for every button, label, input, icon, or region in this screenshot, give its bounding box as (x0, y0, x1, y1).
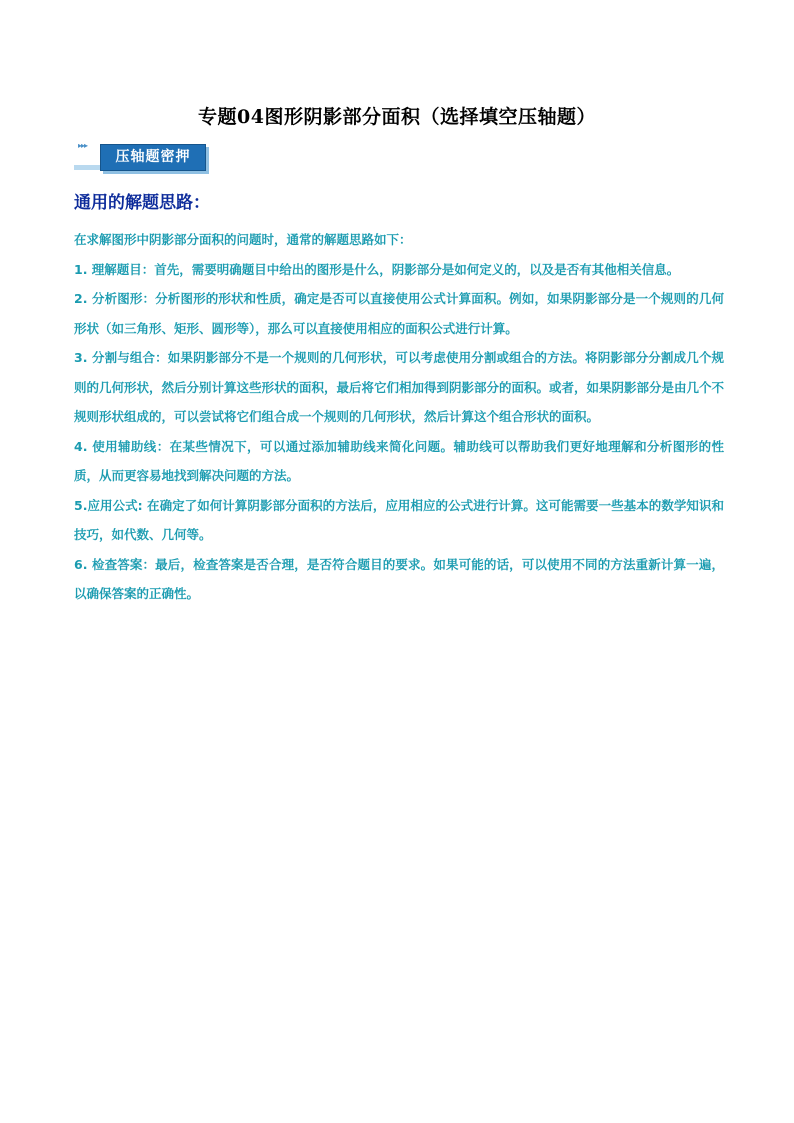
section-banner (74, 139, 214, 177)
body-text (74, 225, 724, 609)
intro-paragraph: 在求解图形中阴影部分面积的问题时，通常的解题思路如下： (74, 232, 412, 247)
step-2-paragraph: 2. 分析图形：分析图形的形状和性质，确定是否可以直接使用公式计算面积。例如，如果阴影部分是一个规则的几何形状（如三角形、矩形、圆形等），那么可以直接使用相应的面积公式进行计算。 (74, 291, 724, 336)
section-heading: 通用的解题思路： (74, 193, 210, 213)
step-4-paragraph: 4. 使用辅助线：在某些情况下，可以通过添加辅助线来简化问题。辅助线可以帮助我们更好地理解和分析图形的性质，从而更容易地找到解决问题的方法。 (74, 438, 724, 483)
step-6-paragraph: 6. 检查答案：最后，检查答案是否合理，是否符合题目的要求。如果可能的话，可以使用不同的方法重新计算一遍，以确保答案的正确性。 (74, 556, 724, 601)
banner-arrows-icon: ▸▸▸ (78, 141, 88, 150)
banner-box (100, 144, 206, 171)
step-3-paragraph: 3. 分割与组合：如果阴影部分不是一个规则的几何形状，可以考虑使用分割或组合的方法。将阴影部分分割成几个规则的几何形状，然后分别计算这些形状的面积，最后将它们相加得到阴影部分的面积。或者，如果阴影部分是由几个不规则形状组成的，可以尝试将它们组合成一个规则的几何形状，然后计算这个组合形状的面积。 (74, 350, 725, 424)
page-title: 专题04图形阴影部分面积（选择填空压轴题） (198, 106, 596, 128)
step-5-paragraph: 5.应用公式: 在确定了如何计算阴影部分面积的方法后，应用相应的公式进行计算。这可能需要一些基本的数学知识和技巧，如代数、几何等。 (74, 497, 724, 542)
banner-label: 压轴题密押 (115, 149, 191, 165)
step-1-paragraph: 1. 理解题目：首先，需要明确题目中给出的图形是什么，阴影部分是如何定义的，以及是否有其他相关信息。 (74, 261, 680, 277)
